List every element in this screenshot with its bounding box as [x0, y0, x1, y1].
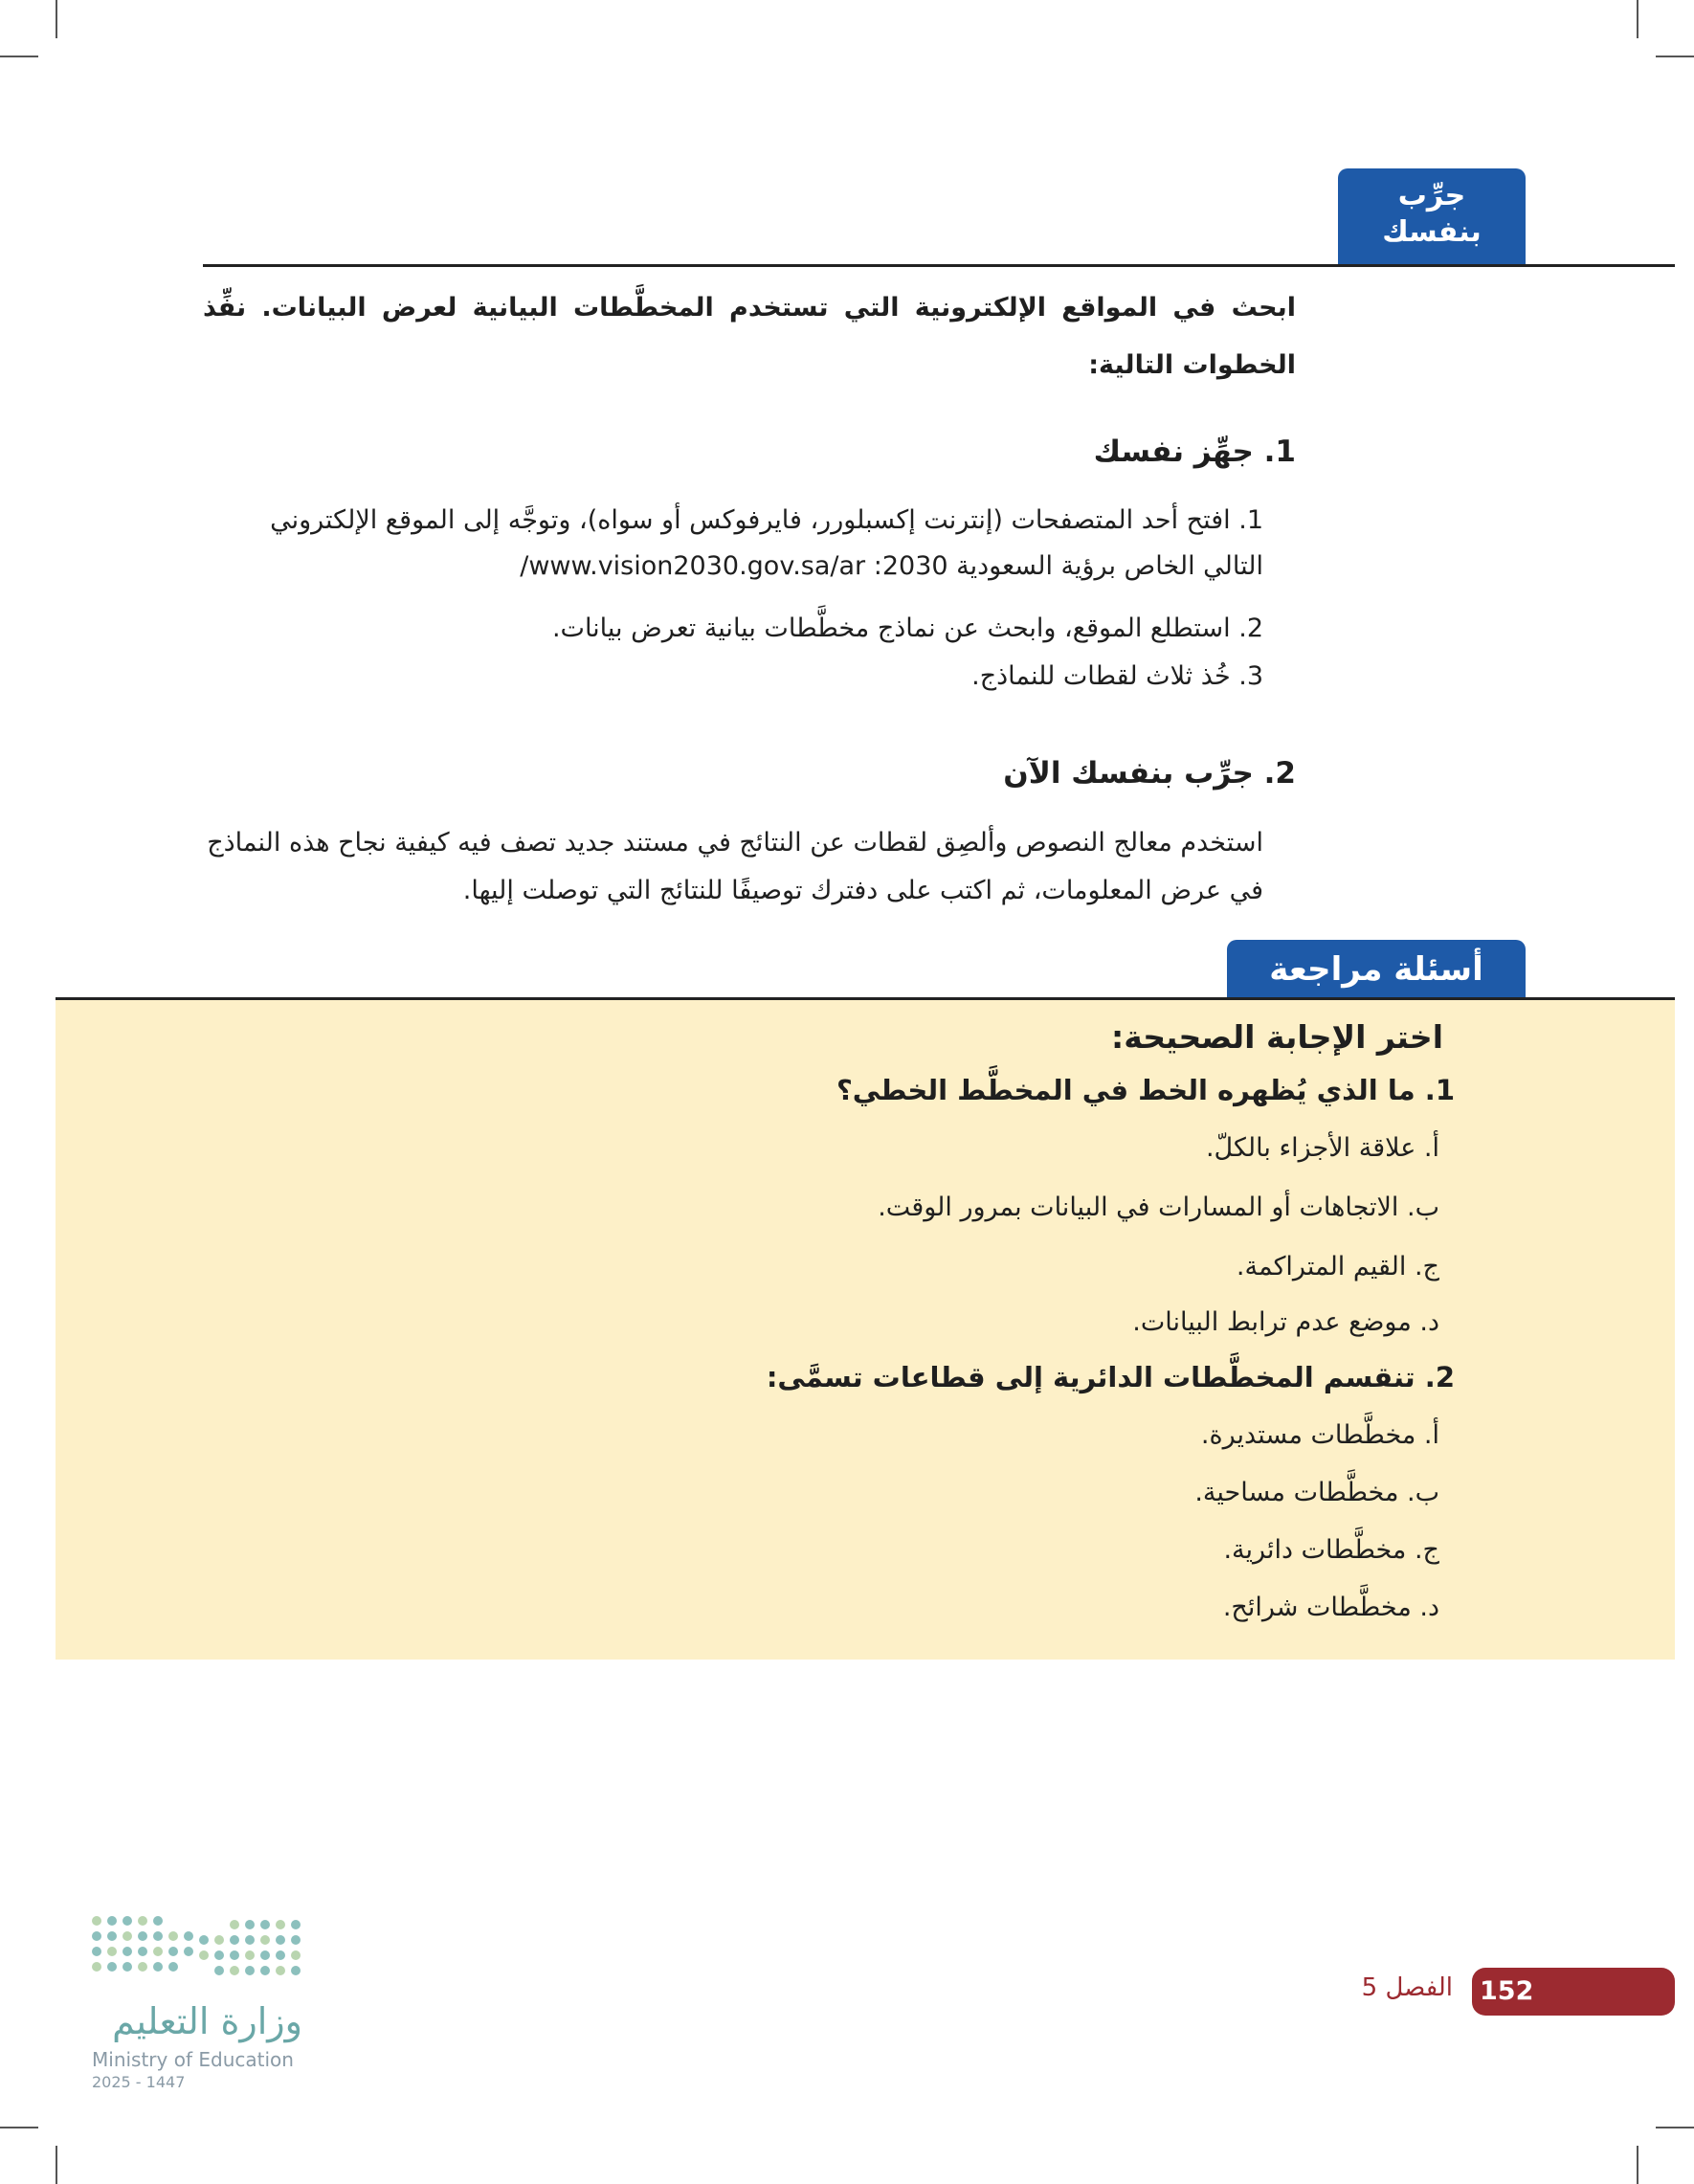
logo-dot [92, 1962, 101, 1972]
logo-dot [153, 1962, 163, 1972]
chapter-label: الفصل 5 [1361, 1973, 1453, 2002]
logo-dot [184, 1931, 193, 1941]
logo-dot [168, 1962, 178, 1972]
logo-dot [291, 1920, 301, 1929]
section1-item-3: 3. خُذ ثلاث لقطات للنماذج. [971, 661, 1263, 691]
logo-dot [92, 1947, 101, 1956]
logo-dot [276, 1966, 285, 1975]
logo-dot [214, 1935, 224, 1945]
logo-dot [245, 1966, 255, 1975]
review-title: اختر الإجابة الصحيحة: [1111, 1018, 1443, 1056]
crop-mark [0, 2127, 38, 2128]
question-2-option-d[interactable]: د. مخطَّطات شرائح. [1222, 1593, 1439, 1622]
section1-heading: 1. جهِّز نفسك [1093, 435, 1296, 469]
question-1-option-b[interactable]: ب. الاتجاهات أو المسارات في البيانات بمرور الوقت. [878, 1192, 1439, 1222]
crop-mark [0, 56, 38, 57]
ministry-year: 2025 - 1447 [92, 2073, 186, 2091]
logo-dot [230, 1920, 239, 1929]
logo-dot [123, 1962, 132, 1972]
question-1: 1. ما الذي يُظهره الخط في المخطَّط الخطي؟ [836, 1074, 1455, 1106]
crop-mark [1637, 0, 1638, 38]
logo-dot [276, 1950, 285, 1960]
question-1-option-a[interactable]: أ. علاقة الأجزاء بالكلّ. [1205, 1133, 1439, 1163]
logo-dot [214, 1966, 224, 1975]
logo-dot [138, 1916, 147, 1926]
question-1-option-c[interactable]: ج. القيم المتراكمة. [1236, 1252, 1439, 1281]
section1-item-2: 2. استطلع الموقع، وابحث عن نماذج مخطَّطات بيانية تعرض بيانات. [551, 613, 1263, 643]
logo-dot [184, 1947, 193, 1956]
logo-dot [276, 1920, 285, 1929]
logo-dot [153, 1947, 163, 1956]
logo-dot [291, 1935, 301, 1945]
question-2-option-b[interactable]: ب. مخطَّطات مساحية. [1194, 1478, 1439, 1507]
question-2-option-a[interactable]: أ. مخطَّطات مستديرة. [1200, 1420, 1439, 1450]
logo-dot [245, 1950, 255, 1960]
question-2: 2. تنقسم المخطَّطات الدائرية إلى قطاعات تسمَّى: [766, 1361, 1455, 1393]
logo-dot [92, 1931, 101, 1941]
logo-dot [168, 1931, 178, 1941]
logo-dot [107, 1916, 117, 1926]
logo-dot [123, 1947, 132, 1956]
logo-dot [199, 1935, 209, 1945]
logo-dot [260, 1935, 270, 1945]
ministry-name-arabic: وزارة التعليم [112, 2000, 302, 2042]
try-yourself-tab-line2: بنفسك [1382, 215, 1482, 249]
logo-dot [107, 1931, 117, 1941]
review-rule [56, 997, 1675, 1000]
logo-dot [230, 1950, 239, 1960]
logo-dot [230, 1935, 239, 1945]
logo-dot [214, 1950, 224, 1960]
logo-dot [230, 1966, 239, 1975]
ministry-name-english: Ministry of Education [92, 2048, 294, 2071]
try-yourself-tab [1338, 168, 1526, 264]
intro-paragraph: ابحث في المواقع الإلكترونية التي تستخدم المخطَّطات البيانية لعرض البيانات. نفِّذ الخطوات التالية: [203, 293, 1296, 380]
crop-mark [56, 0, 57, 38]
logo-dot [291, 1950, 301, 1960]
logo-dot [138, 1931, 147, 1941]
question-2-option-c[interactable]: ج. مخطَّطات دائرية. [1223, 1535, 1439, 1565]
question-1-option-d[interactable]: د. موضع عدم ترابط البيانات. [1132, 1307, 1439, 1337]
logo-dot [153, 1916, 163, 1926]
logo-dot [138, 1962, 147, 1972]
logo-dot [168, 1947, 178, 1956]
section1-item-1: 1. افتح أحد المتصفحات (إنترنت إكسبلورر، فايرفوكس أو سواه)، وتوجَّه إلى الموقع الإلكتروني التالي الخاص برؤية السعودية 2030: www.vision2030.gov.sa/ar/ [270, 505, 1263, 581]
logo-dot [276, 1935, 285, 1945]
logo-dot [123, 1916, 132, 1926]
section2-heading: 2. جرِّب بنفسك الآن [1003, 756, 1296, 791]
crop-mark [1637, 2146, 1638, 2184]
section2-text: استخدم معالج النصوص وألصِق لقطات عن النتائج في مستند جديد تصف فيه كيفية نجاح هذه النماذج في عرض المعلومات، ثم اكتب على دفترك توصيفًا للنتائج التي توصلت إليها. [207, 828, 1263, 905]
logo-dot [107, 1947, 117, 1956]
crop-mark [56, 2146, 57, 2184]
logo-dot [123, 1931, 132, 1941]
logo-dot [153, 1931, 163, 1941]
logo-dot [291, 1966, 301, 1975]
crop-mark [1656, 56, 1694, 57]
logo-dot [138, 1947, 147, 1956]
logo-dot [107, 1962, 117, 1972]
try-yourself-tab-line1: جرِّب [1397, 179, 1466, 212]
logo-dot [92, 1916, 101, 1926]
section-rule [203, 264, 1675, 267]
logo-dot [199, 1950, 209, 1960]
crop-mark [1656, 2127, 1694, 2128]
page-number: 152 [1480, 1976, 1534, 2006]
review-tab: أسئلة مراجعة [1227, 940, 1526, 999]
logo-dot [260, 1966, 270, 1975]
logo-dot [245, 1920, 255, 1929]
logo-dot [260, 1950, 270, 1960]
logo-dot [260, 1920, 270, 1929]
logo-dot [245, 1935, 255, 1945]
